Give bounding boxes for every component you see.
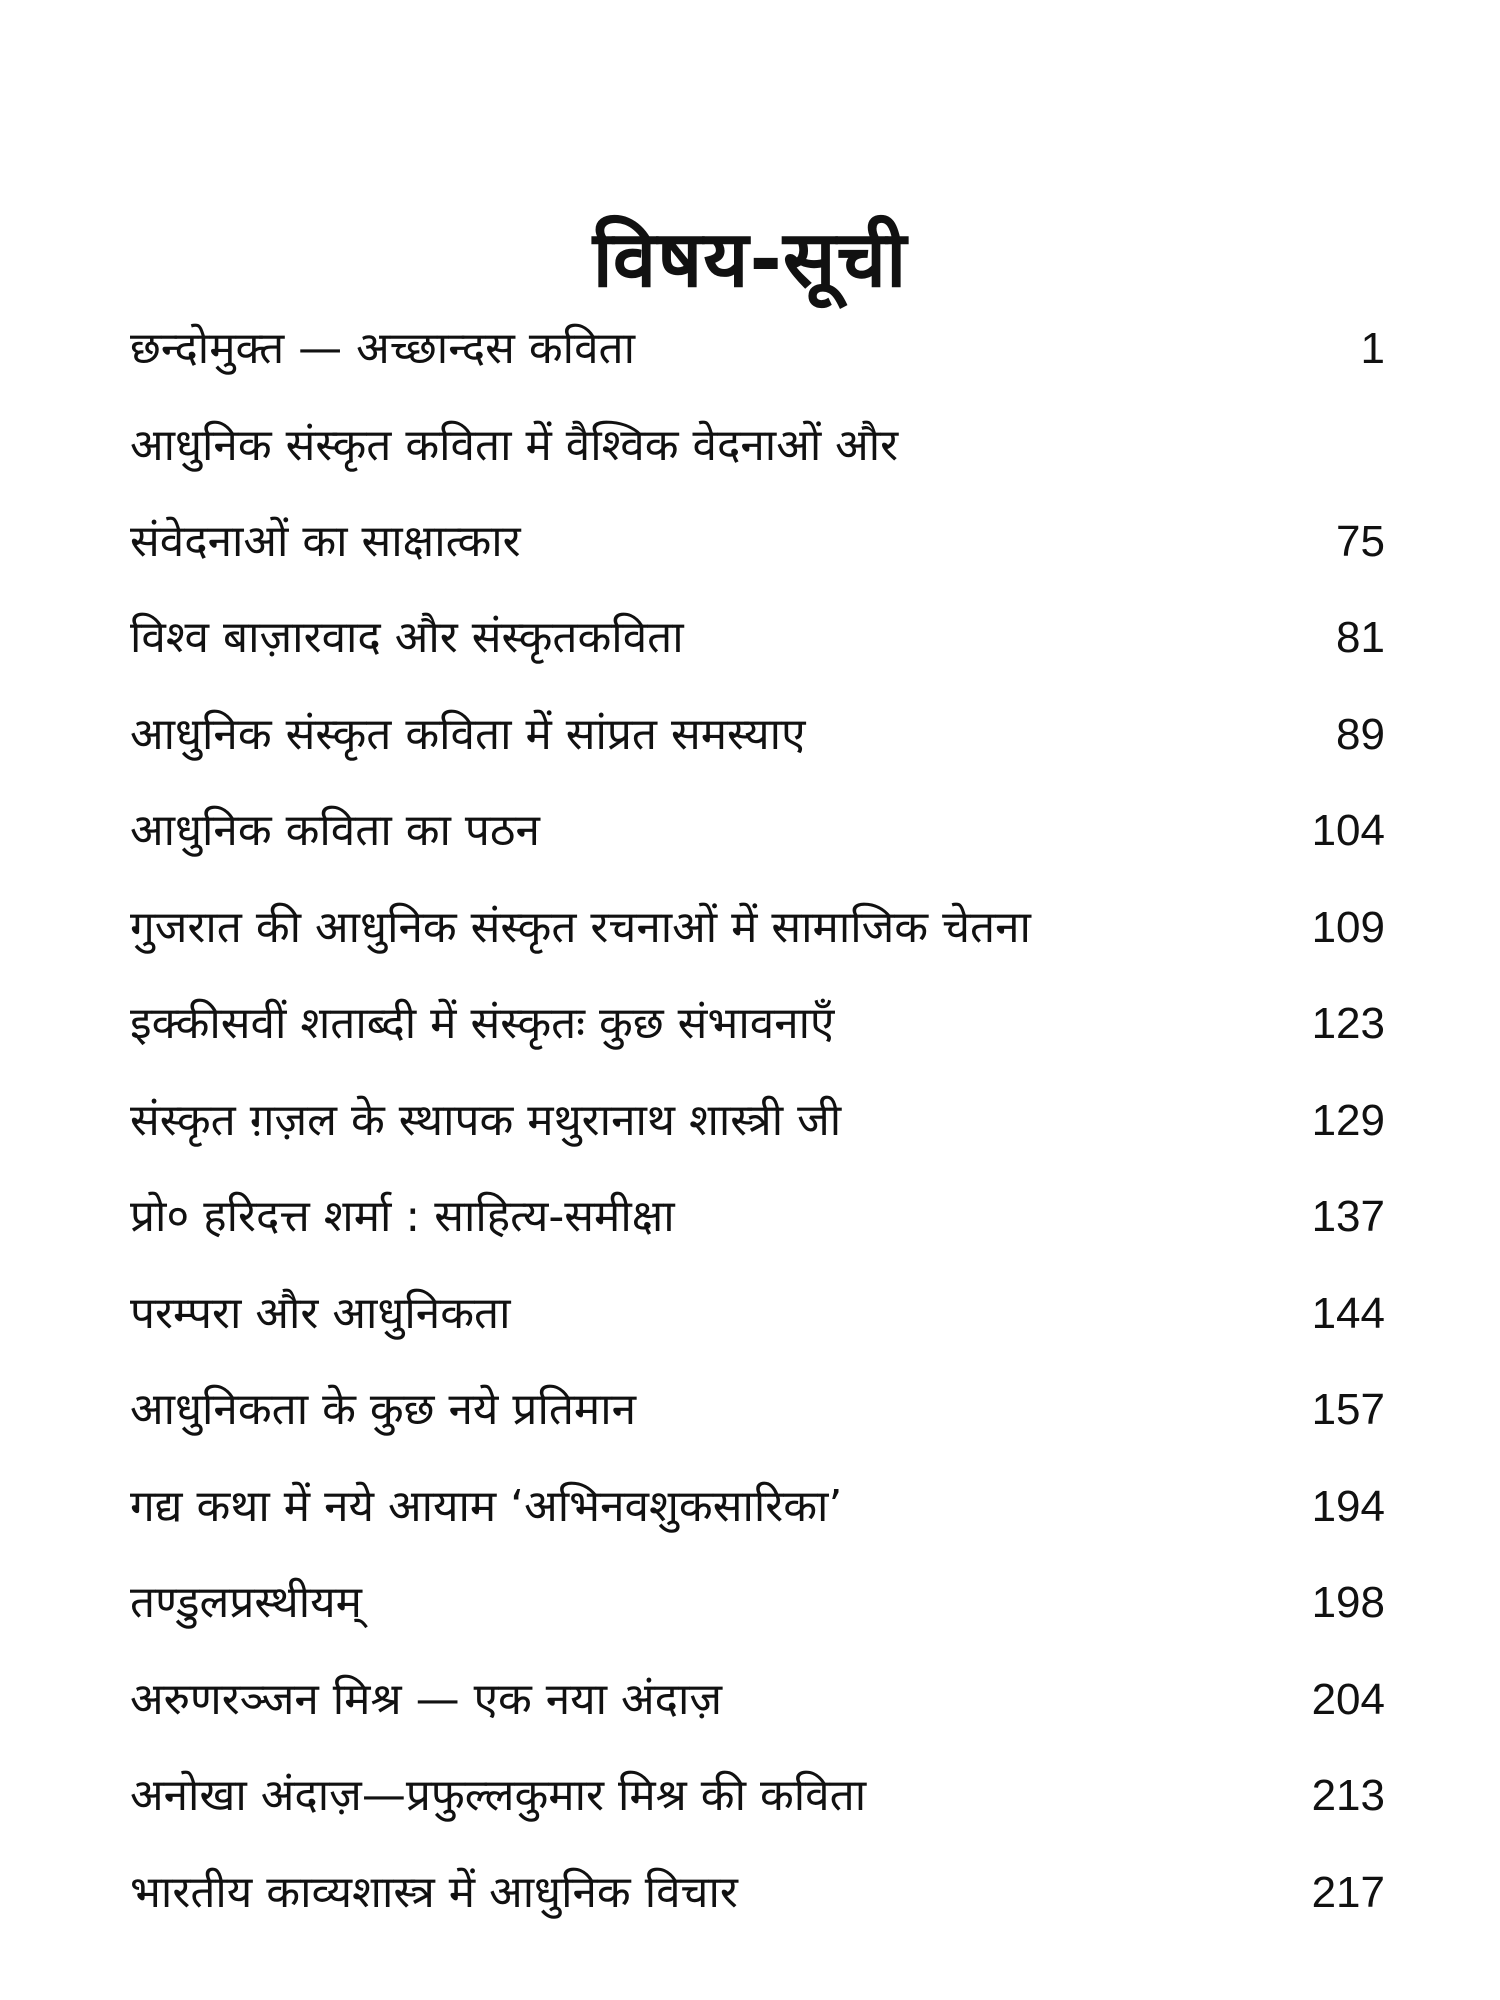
toc-page-number: 144: [1311, 1288, 1385, 1338]
toc-entry-title: इक्कीसवीं शताब्दी में संस्कृतः कुछ संभावनाएँ: [130, 998, 835, 1049]
toc-page-number: 157: [1311, 1385, 1385, 1434]
toc-entry: [130, 1169, 1385, 1266]
toc-entry: [130, 1458, 1385, 1555]
page-title: विषय-सूची: [592, 215, 908, 306]
toc-entry-title: विश्व बाज़ारवाद और संस्कृतकविता: [130, 612, 684, 663]
toc-entry-title: अनोखा अंदाज़—प्रफुल्लकुमार मिश्र की कविता: [130, 1770, 867, 1821]
toc-page-number: 204: [1311, 1674, 1385, 1724]
toc-entry: [130, 1844, 1385, 1941]
toc-entry-title: गुजरात की आधुनिक संस्कृत रचनाओं में सामाजिक चेतना: [130, 901, 1031, 953]
toc-page-number: 109: [1311, 902, 1385, 952]
toc-page-number: 89: [1336, 709, 1385, 759]
toc-entry-title: छन्दोमुक्त — अच्छान्दस कविता: [130, 322, 636, 374]
toc-entry: [130, 1651, 1385, 1748]
toc-entry: [130, 1265, 1385, 1362]
toc-entry: [130, 1555, 1385, 1652]
toc-entry-title: संस्कृत ग़ज़ल के स्थापक मथुरानाथ शास्त्री जी: [130, 1094, 842, 1146]
toc-entry-title: तण्डुलप्रस्थीयम्: [130, 1577, 362, 1628]
toc-entry: [130, 1362, 1385, 1459]
toc-entry: [130, 1072, 1385, 1169]
toc-entry: [130, 300, 1385, 397]
toc-page-number: 198: [1311, 1578, 1385, 1627]
toc-entry-title: प्रो० हरिदत्त शर्मा : साहित्य-समीक्षा: [130, 1191, 675, 1242]
toc-entry: [130, 1748, 1385, 1845]
toc-page-number: 81: [1336, 613, 1385, 662]
toc-page-number: 194: [1311, 1481, 1385, 1531]
toc-page-number: 129: [1311, 1095, 1385, 1145]
toc-entry-title: आधुनिकता के कुछ नये प्रतिमान: [130, 1384, 637, 1435]
toc-entry-title: अरुणरञ्जन मिश्र — एक नया अंदाज़: [130, 1673, 723, 1725]
toc-entry-title: आधुनिक संस्कृत कविता में वैश्विक वेदनाओं और संवेदनाओं का साक्षात्कार: [130, 419, 899, 567]
toc-page-number: 213: [1311, 1771, 1385, 1820]
toc-entry: [130, 783, 1385, 880]
toc-entry: [130, 686, 1385, 783]
toc-page-number: 123: [1311, 999, 1385, 1048]
toc-page-number: 137: [1311, 1192, 1385, 1241]
toc-entry-title: आधुनिक संस्कृत कविता में सांप्रत समस्याए: [130, 708, 806, 760]
toc-entry: [130, 590, 1385, 687]
toc-entry: [130, 879, 1385, 976]
table-of-contents: [130, 300, 1385, 1941]
toc-entry: [130, 397, 1385, 590]
toc-page-number: 1: [1360, 323, 1385, 373]
toc-entry-title: भारतीय काव्यशास्त्र में आधुनिक विचार: [130, 1866, 738, 1918]
toc-page-number: 217: [1311, 1867, 1385, 1917]
toc-page-number: 104: [1311, 806, 1385, 855]
toc-entry: [130, 976, 1385, 1073]
toc-entry-title: आधुनिक कविता का पठन: [130, 805, 540, 856]
toc-entry-title: गद्य कथा में नये आयाम ‘अभिनवशुकसारिका’: [130, 1480, 843, 1532]
toc-entry-title: परम्परा और आधुनिकता: [130, 1287, 511, 1339]
toc-page-number: 75: [1336, 516, 1385, 566]
